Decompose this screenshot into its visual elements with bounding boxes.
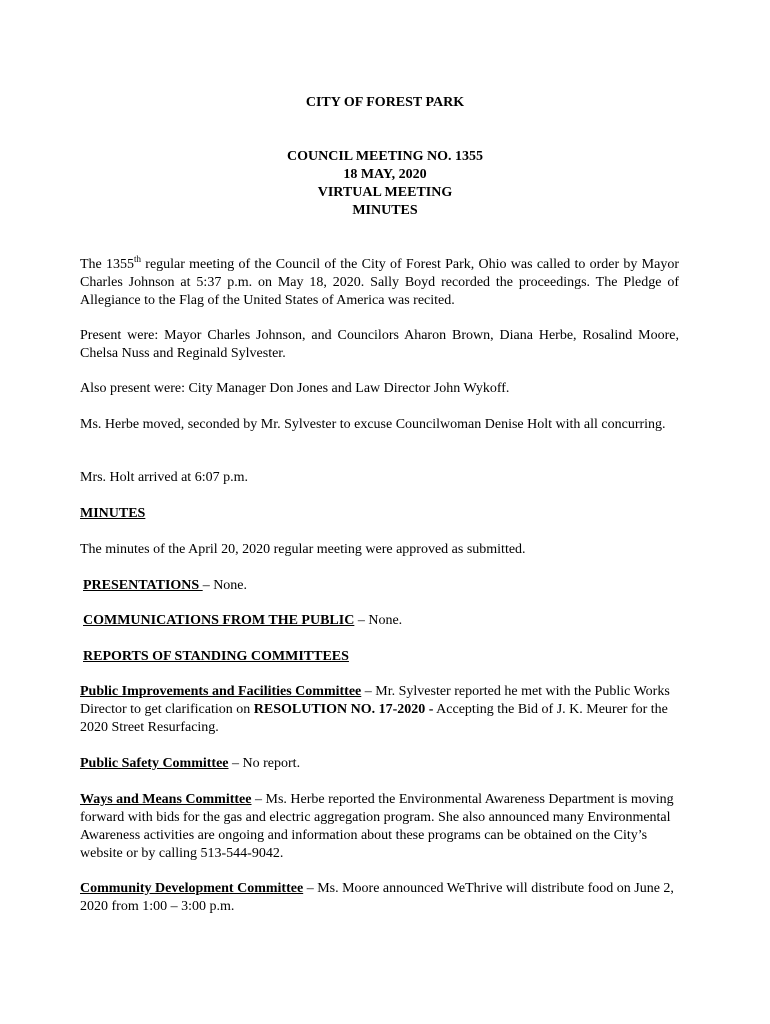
intro-text: regular meeting of the Council of the City of Forest Park, Ohio was called to order by Mayor Charles Johnson at 5:37 p.m. on May 18, 2020. Sally Boyd recorded the proceedings. The Pledge of Allegiance to the Flag of the United States of America was recited.	[80, 257, 679, 308]
public-improvements-paragraph	[80, 683, 677, 737]
reports-heading: REPORTS OF STANDING COMMITTEES	[83, 649, 349, 664]
communications-text: – None.	[354, 613, 403, 628]
presentations-heading: PRESENTATIONS	[83, 578, 203, 593]
present-paragraph: Present were: Mayor Charles Johnson, and Councilors Aharon Brown, Diana Herbe, Rosalind Moore, Chelsa Nuss and Reginald Sylvester.	[80, 328, 679, 361]
intro-paragraph	[80, 256, 679, 310]
minutes-text: The minutes of the April 20, 2020 regular meeting were approved as submitted.	[80, 542, 526, 557]
community-development-paragraph	[80, 880, 680, 916]
resolution-label: RESOLUTION NO. 17-2020 -	[253, 702, 434, 717]
public-improvements-text: – Mr. Sylvester reported he met with the Public Works Director to get clarification on	[80, 684, 670, 717]
motion-paragraph: Ms. Herbe moved, seconded by Mr. Sylvester to excuse Councilwoman Denise Holt with all concurring.	[80, 417, 666, 432]
meeting-ordinal: The 1355	[80, 257, 135, 272]
public-safety-paragraph	[80, 755, 679, 773]
public-improvements-text-2: Accepting the Bid of J. K. Meurer for the 2020 Street Resurfacing.	[80, 702, 668, 735]
meeting-type: VIRTUAL MEETING	[317, 185, 453, 200]
meeting-date: 18 MAY, 2020	[343, 167, 427, 182]
ordinal-suffix: th	[134, 254, 142, 264]
communications-paragraph	[83, 612, 682, 630]
public-safety-text: – No report.	[228, 756, 301, 771]
also-present-paragraph: Also present were: City Manager Don Jones and Law Director John Wykoff.	[80, 381, 510, 396]
community-development-heading: Community Development Committee	[80, 881, 304, 896]
public-improvements-heading: Public Improvements and Facilities Committee	[80, 684, 362, 699]
community-development-text: – Ms. Moore announced WeThrive will distribute food on June 2, 2020 from 1:00 – 3:00 p.m.	[80, 881, 674, 914]
meeting-number: COUNCIL MEETING NO. 1355	[286, 149, 484, 164]
city-title: CITY OF FOREST PARK	[305, 95, 465, 110]
ways-means-text: – Ms. Herbe reported the Environmental Awareness Department is moving forward with bids for the gas and electric aggregation program. She also announced many Environmental Awareness activities are ongoing and information about these programs can be obtained on the City’s website or by calling 513-544-9042.	[80, 792, 674, 861]
presentations-text: – None.	[202, 578, 248, 593]
public-safety-heading: Public Safety Committee	[80, 756, 229, 771]
communications-heading: COMMUNICATIONS FROM THE PUBLIC	[83, 613, 355, 628]
ways-means-paragraph	[80, 791, 677, 863]
minutes-heading: MINUTES	[80, 506, 146, 521]
document-type: MINUTES	[352, 203, 418, 218]
arrival-paragraph: Mrs. Holt arrived at 6:07 p.m.	[80, 470, 248, 485]
presentations-paragraph	[83, 577, 682, 595]
ways-means-heading: Ways and Means Committee	[80, 792, 252, 807]
